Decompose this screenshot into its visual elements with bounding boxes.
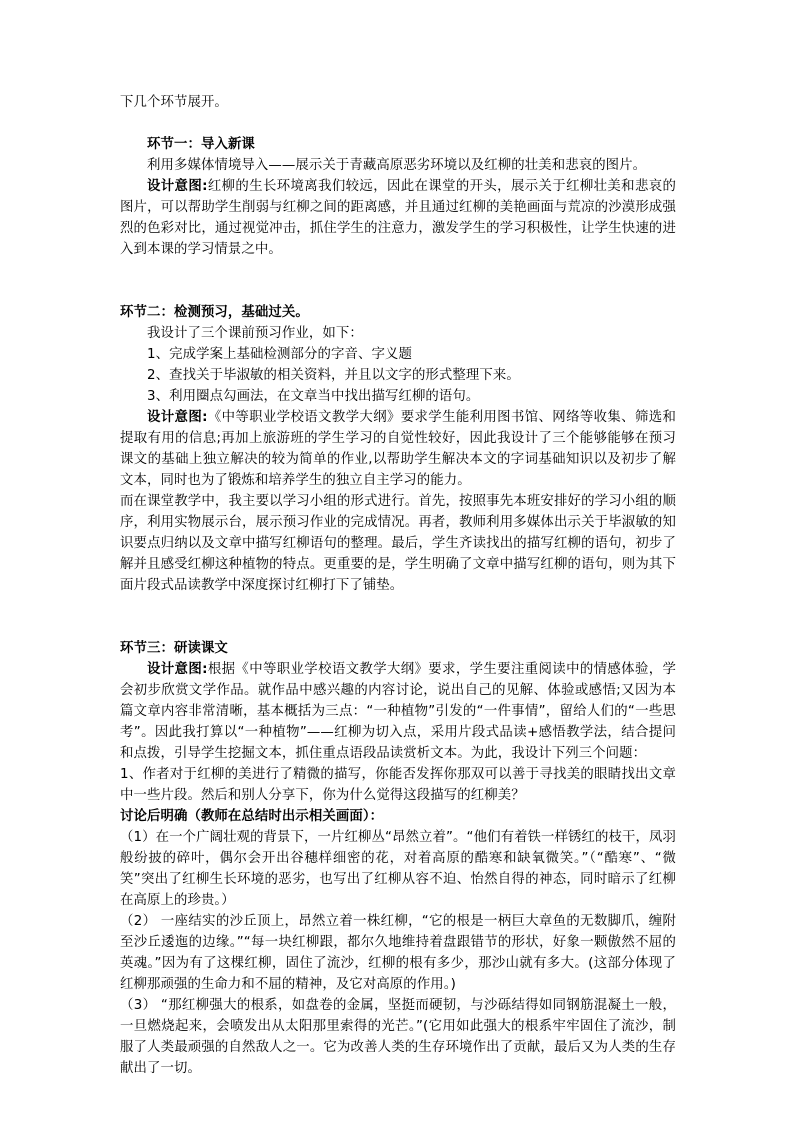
list-item: 2、查找关于毕淑敏的相关资料，并且以文字的形式整理下来。 xyxy=(147,368,520,383)
section-3-design-intent xyxy=(120,659,676,764)
opening-line: 下几个环节展开。 xyxy=(120,95,228,110)
section-1-title: 环节一：导入新课 xyxy=(147,137,255,152)
spacer xyxy=(120,617,676,638)
design-intent-text: 红柳的生长环境离我们较远，因此在课堂的开头，展示关于红柳壮美和悲哀的图片，可以帮助学生削弱与红柳之间的距离感，并且通过红柳的美艳画面与荒凉的沙漠形成强烈的色彩对比，通过视觉冲击，抓住学生的注意力，激发学生的学习积极性，让学生快速的进入到本课的学习情景之中。 xyxy=(120,179,677,257)
list-item: 1、完成学案上基础检测部分的字音、字义题 xyxy=(147,347,412,362)
answer-3: （3） “那红柳强大的根系，如盘卷的金属，坚挺而硬韧，与沙砾结得如同钢筋混凝土一般，一旦燃烧起来，会喷发出从太阳那里索得的光芒。”(它用如此强大的根系牢牢固住了流沙，制服了人类最顽强的自然敌人之一。它为改善人类的生存环境作出了贡献，最后又为人类的生存献出了一切。 xyxy=(120,998,676,1076)
design-intent-label: 设计意图: xyxy=(147,662,208,677)
section-2-intro: 我设计了三个课前预习作业，如下： xyxy=(147,326,363,341)
question-1: 1、作者对于红柳的美进行了精微的描写，你能否发挥你那双可以善于寻找美的眼睛找出文章中一些片段。然后和别人分享下，你为什么觉得这段描写的红柳美？ xyxy=(120,767,676,803)
design-intent-text: 根据《中等职业学校语文教学大纲》要求，学生要注重阅读中的情感体验，学会初步欣赏文学作品。就作品中感兴趣的内容讨论，说出自己的见解、体验或感悟;又因为本篇文章内容非常清晰，基本概括为三点：“一种植物”引发的“一件事情”，留给人们的“一些思考”。因此我打算以“一种植物”——红柳为切入点，采用片段式品读+感悟教学法，结合提问和点拨，引导学生挖掘文本，抓住重点语段品读赏析文本。为此，我设计下列三个问题： xyxy=(120,662,677,761)
spacer xyxy=(120,596,676,617)
section-2-title: 环节二：检测预习，基础过关。 xyxy=(120,305,309,320)
section-1-paragraph: 利用多媒体情境导入——展示关于青藏高原恶劣环境以及红柳的壮美和悲哀的图片。 xyxy=(147,158,647,173)
section-2-design-intent xyxy=(120,407,676,491)
discussion-heading: 讨论后明确（教师在总结时出示相关画面）： xyxy=(120,809,384,824)
design-intent-label: 设计意图: xyxy=(147,179,208,194)
spacer xyxy=(120,260,676,281)
section-2-classroom-paragraph: 而在课堂教学中，我主要以学习小组的形式进行。首先，按照事先本班安排好的学习小组的顺序，利用实物展示台，展示预习作业的完成情况。再者，教师利用多媒体出示关于毕淑敏的知识要点归纳以及文章中描写红柳语句的整理。最后，学生齐读找出的描写红柳的语句，初步了解并且感受红柳这种植物的特点。更重要的是，学生明确了文章中描写红柳的语句，则为其下面片段式品读教学中深度探讨红柳打下了铺垫。 xyxy=(120,494,676,593)
design-intent-text: 《中等职业学校语文教学大纲》要求学生能利用图书馆、网络等收集、筛选和提取有用的信息;再加上旅游班的学生学习的自觉性较好，因此我设计了三个能够能够在预习课文的基础上独立解决的较为简单的作业,以帮助学生解决本文的字词基础知识以及初步了解文本，同时也为了锻炼和培养学生的独立自主学习的能力。 xyxy=(120,410,677,488)
list-item: 3、利用圈点勾画法，在文章当中找出描写红柳的语句。 xyxy=(147,389,480,404)
answer-2: （2） 一座结实的沙丘顶上，昂然立着一株红柳，“它的根是一柄巨大章鱼的无数脚爪，缠附至沙丘逶迤的边缘。”“每一块红柳跟，都尔久地维持着盘跟错节的形状，好象一颗傲然不屈的英魂。”因为有了这棵红柳，固住了流沙，红柳的根有多少，那沙山就有多大。(这部分体现了红柳那顽强的生命力和不屈的精神，及它对高原的作用。) xyxy=(120,914,676,992)
document-page xyxy=(120,92,676,1079)
spacer xyxy=(120,281,676,302)
section-1-design-intent xyxy=(120,176,676,260)
section-3-title: 环节三：研读课文 xyxy=(120,641,228,656)
design-intent-label: 设计意图: xyxy=(147,410,208,425)
answer-1: （1）在一个广阔壮观的背景下，一片红柳丛“昂然立着”。“他们有着铁一样锈红的枝干，凤羽般纷披的碎叶，偶尔会开出谷穗样细密的花，对着高原的酷寒和缺氧微笑。”（“酷寒”、“微笑”突出了红柳生长环境的恶劣，也写出了红柳从容不迫、怡然自得的神态，同时暗示了红柳在高原上的珍贵。） xyxy=(120,830,676,908)
spacer xyxy=(120,113,676,134)
